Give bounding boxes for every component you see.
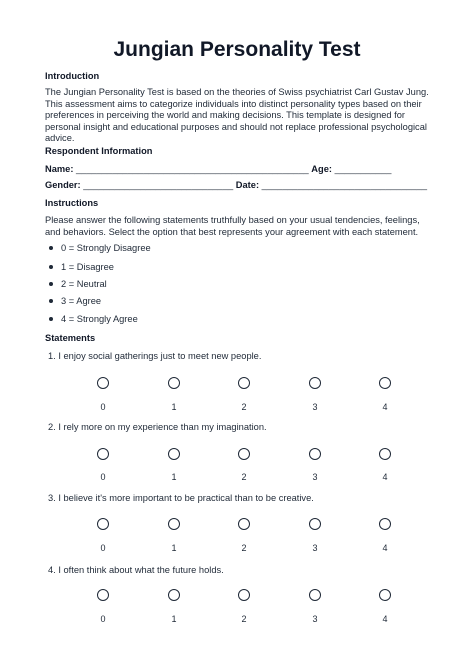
- option-label: 1: [171, 402, 177, 412]
- introduction-line: This assessment aims to categorize individuals into distinct personality types based on their: [45, 98, 422, 109]
- bullet-icon: [49, 282, 53, 286]
- radio-option-3[interactable]: [309, 589, 321, 601]
- option-label: 2: [241, 543, 247, 553]
- date-field[interactable]: ________________________________: [261, 180, 428, 190]
- introduction-line: advice.: [45, 133, 75, 143]
- statements-heading: Statements: [45, 333, 96, 343]
- radio-option-4[interactable]: [379, 589, 391, 601]
- introduction-line: preferences in perceiving the world and making decisions. This template is designed for: [45, 110, 406, 120]
- statement-1: 1. I enjoy social gatherings just to meet new people.: [48, 351, 262, 361]
- option-label: 2: [241, 472, 247, 482]
- bullet-icon: [49, 299, 53, 303]
- statement-3: 3. I believe it's more important to be practical than to be creative.: [48, 493, 314, 503]
- name-age-row: [45, 164, 391, 174]
- option-label: 1: [171, 614, 177, 624]
- option-label: 2: [241, 614, 247, 624]
- option-label: 4: [382, 472, 388, 482]
- scale-item: 4 = Strongly Agree: [49, 314, 138, 324]
- option-label: 0: [100, 543, 106, 553]
- radio-option-2[interactable]: [238, 377, 250, 389]
- page-title: Jungian Personality Test: [113, 38, 361, 61]
- radio-option-4[interactable]: [379, 377, 391, 389]
- introduction-text: [45, 87, 430, 145]
- option-label: 2: [241, 402, 247, 412]
- instructions-text: [45, 215, 430, 238]
- radio-option-3[interactable]: [309, 377, 321, 389]
- option-label: 1: [171, 543, 177, 553]
- radio-option-3[interactable]: [309, 448, 321, 460]
- option-label: 0: [100, 402, 106, 412]
- bullet-icon: [49, 317, 53, 321]
- radio-option-1[interactable]: [168, 518, 180, 530]
- option-label: 1: [171, 472, 177, 482]
- option-label: 4: [382, 402, 388, 412]
- radio-option-0[interactable]: [97, 377, 109, 389]
- radio-option-4[interactable]: [379, 518, 391, 530]
- bullet-icon: [49, 265, 53, 269]
- option-label: 0: [100, 614, 106, 624]
- age-label: Age:: [311, 164, 332, 174]
- instructions-line: Please answer the following statements truthfully based on your usual tendencies, feelings,: [45, 215, 420, 225]
- date-label: Date:: [235, 180, 260, 190]
- scale-item: 2 = Neutral: [49, 279, 107, 289]
- radio-option-0[interactable]: [97, 518, 109, 530]
- option-label: 3: [312, 614, 318, 624]
- gender-field[interactable]: _____________________________: [83, 180, 234, 190]
- gender-label: Gender:: [45, 180, 81, 190]
- option-label: 3: [312, 543, 318, 553]
- radio-option-4[interactable]: [379, 448, 391, 460]
- radio-option-1[interactable]: [168, 589, 180, 601]
- option-label: 4: [382, 543, 388, 553]
- name-field[interactable]: _____________________________________________: [76, 164, 309, 174]
- instructions-heading: Instructions: [45, 198, 99, 208]
- instructions-line: and behaviors. Select the option that best represents your agreement with each statement.: [45, 226, 419, 237]
- option-label: 0: [100, 472, 106, 482]
- gender-date-row: [45, 180, 427, 190]
- scale-item: 0 = Strongly Disagree: [49, 243, 151, 253]
- radio-option-1[interactable]: [168, 377, 180, 389]
- radio-option-0[interactable]: [97, 448, 109, 460]
- option-label: 3: [312, 402, 318, 412]
- scale-item: 1 = Disagree: [49, 262, 114, 272]
- statement-4: 4. I often think about what the future holds.: [48, 565, 224, 575]
- introduction-line: personal insight and educational purposes and should not replace professional psychological: [45, 121, 427, 132]
- scale-item: 3 = Agree: [49, 296, 101, 306]
- introduction-heading: Introduction: [45, 71, 100, 81]
- name-label: Name:: [45, 164, 74, 174]
- radio-option-1[interactable]: [168, 448, 180, 460]
- respondent-heading: Respondent Information: [45, 146, 153, 156]
- statement-2: 2. I rely more on my experience than my imagination.: [48, 422, 267, 432]
- bullet-icon: [49, 246, 53, 250]
- radio-option-2[interactable]: [238, 448, 250, 460]
- option-label: 3: [312, 472, 318, 482]
- radio-option-2[interactable]: [238, 518, 250, 530]
- introduction-line: The Jungian Personality Test is based on the theories of Swiss psychiatrist Carl Gustav Jung.: [45, 87, 429, 97]
- radio-option-0[interactable]: [97, 589, 109, 601]
- age-field[interactable]: ___________: [334, 164, 392, 174]
- radio-option-2[interactable]: [238, 589, 250, 601]
- option-label: 4: [382, 614, 388, 624]
- radio-option-3[interactable]: [309, 518, 321, 530]
